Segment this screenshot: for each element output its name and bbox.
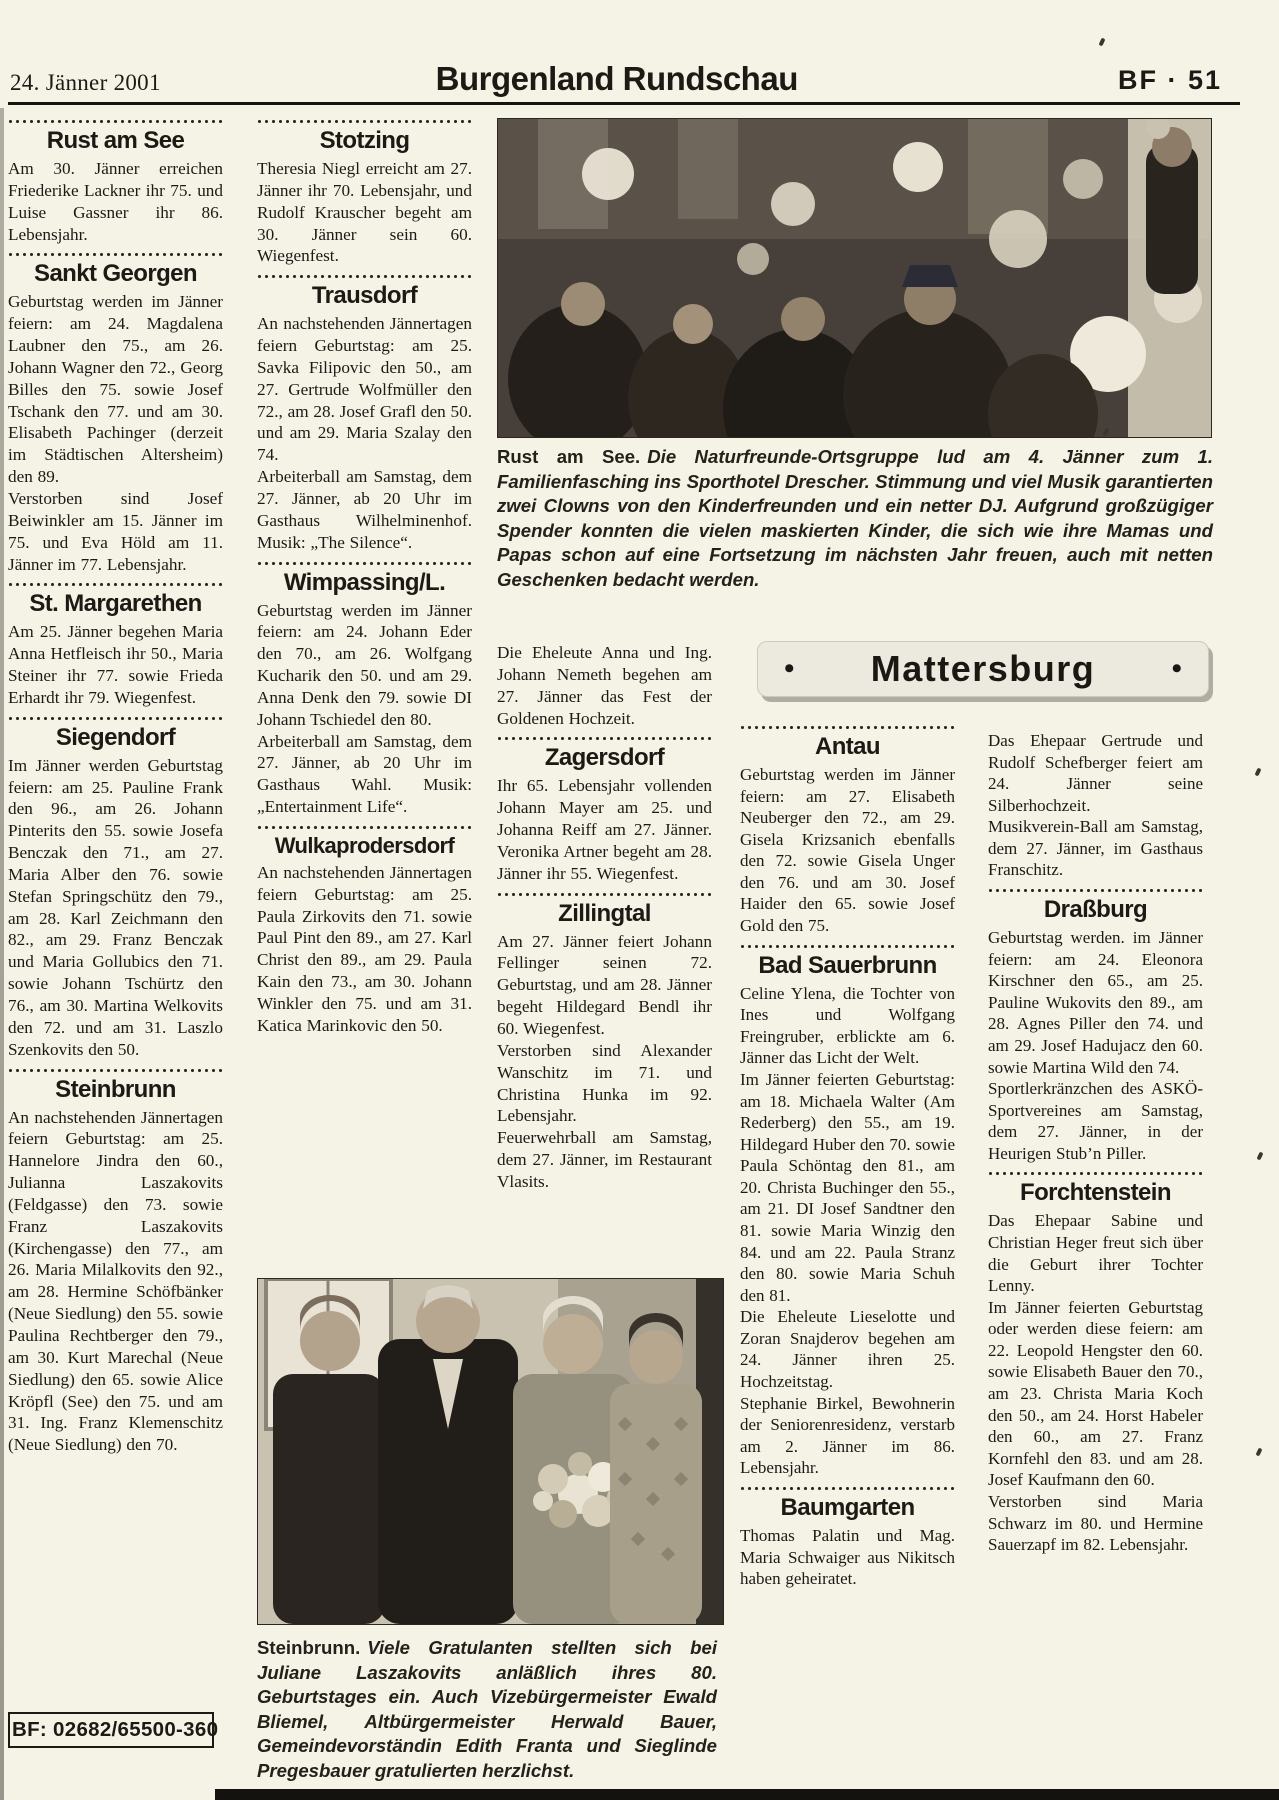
section-title: Sankt Georgen bbox=[34, 260, 197, 288]
section-body: Geburtstag werden. im Jänner feiern: am 24. Eleonora Kirschner den 65., am 25. Pauline Wukovits den 89., am 28. Agnes Piller den 74. und am 29. Josef Hadujacz den 60. sowie Martina Wild den 74. bbox=[988, 928, 1203, 1077]
column-5 bbox=[988, 730, 1203, 1556]
section-body: Musikverein-Ball am Samstag, dem 27. Jänner, im Gasthaus Franschitz. bbox=[988, 817, 1203, 880]
dotted-divider bbox=[740, 1486, 955, 1491]
section-title: Draßburg bbox=[1043, 896, 1148, 924]
section-title: Zagersdorf bbox=[544, 744, 665, 772]
section-body: Feuerwehrball am Samstag, dem 27. Jänner, im Restaurant Vlasits. bbox=[497, 1128, 712, 1191]
dotted-divider bbox=[8, 716, 223, 721]
section-body: Die Eheleute Lieselotte und Zoran Snajderov begehen am 24. Jänner ihren 25. Hochzeitstag. bbox=[740, 1307, 955, 1392]
page-number: BF · 51 bbox=[1117, 65, 1222, 95]
scan-speck bbox=[1254, 768, 1261, 777]
caption-text: Viele Gratulanten stellten sich bei Juliane Laszakovits anläßlich ihres 80. Geburtstages ein. Auch Vizebürgermeister Ewald Bliemel, Altbürgermeister Herwald Bauer, Gemeindevorständin Edith Franta und Sieglinde Pregesbauer gratulierten herzlichst. bbox=[257, 1637, 717, 1781]
section-body: Sportlerkränzchen des ASKÖ-Sportvereines am Samstag, dem 27. Jänner, in der Heurigen Stub’n Piller. bbox=[988, 1079, 1203, 1163]
section-body: Geburtstag werden im Jänner feiern: am 24. Johann Eder den 70., am 26. Wolfgang Kucharik den 50. und am 29. Anna Denk den 79. sowie DI Johann Tschiedel den 80. bbox=[257, 600, 472, 729]
section-body: Arbeiterball am Samstag, dem 27. Jänner, ab 20 Uhr im Gasthaus Wahl. Musik: „Entertainment Life“. bbox=[257, 731, 472, 817]
photo-group-image bbox=[258, 1279, 723, 1624]
section-body: Theresia Niegl erreicht am 27. Jänner ihr 70. Lebensjahr, und Rudolf Krauscher begeht am 30. Jänner sein 60. Wiegenfest. bbox=[257, 159, 472, 266]
section-baumgarten bbox=[740, 1486, 955, 1590]
section-antau bbox=[740, 725, 955, 937]
section-body: An nachstehenden Jännertagen feiern Geburtstag: am 25. Hannelore Jindra den 60., Julianna Laszakovits (Feldgasse) den 73. sowie Franz Laszakovits (Kirchengasse) den 77., am 26. Maria Milalkovits den 92., am 28. Hermine Schöfbänker (Neue Siedlung) den 55. sowie Paulina Rechtberger den 79., am 30. Kurt Marechal (Neue Siedlung) den 65. sowie Alice Kröpfl (See) den 75. und am 31. Ing. Franz Klemenschitz (Neue Siedlung) den 70. bbox=[8, 1107, 223, 1455]
section-body: Das Ehepaar Sabine und Christian Heger freut sich über die Geburt ihrer Tochter Lenny. bbox=[988, 1211, 1203, 1296]
section-zillingtal bbox=[497, 892, 712, 1193]
section-body: An nachstehenden Jännertagen feiern Geburtstag: am 25. Savka Filipovic den 50., am 27. Gertrude Wolfmüller den 72., am 28. Josef Grafl den 50. und am 29. Maria Szalay den 74. bbox=[257, 314, 472, 465]
section-body: Verstorben sind Josef Beiwinkler am 15. Jänner im 75. und Eva Höld am 11. Jänner im 77. Lebensjahr. bbox=[8, 488, 223, 574]
phone-box: BF: 02682/65500-360 bbox=[8, 1712, 214, 1748]
section-title: Steinbrunn bbox=[55, 1075, 176, 1103]
section-antau-continuation bbox=[988, 730, 1203, 881]
section-title: Wulkaprodersdorf bbox=[274, 832, 455, 858]
bottom-scan-bar bbox=[215, 1789, 1279, 1800]
banner-bullet-right: • bbox=[1171, 652, 1182, 685]
column-4 bbox=[740, 718, 955, 1590]
issue-date: 24. Jänner 2001 bbox=[10, 70, 161, 95]
section-body: Ihr 65. Lebensjahr vollenden Johann Mayer am 25. und Johanna Reiff am 27. Jänner. Veronika Artner begeht am 28. Jänner ihr 55. Wiegenfest. bbox=[497, 776, 712, 883]
photo-caption-rust bbox=[497, 445, 1213, 592]
banner-label: Mattersburg bbox=[870, 648, 1096, 689]
left-scan-edge bbox=[0, 108, 4, 1800]
section-wulkaprodersdorf bbox=[257, 825, 472, 1037]
photo-fasching bbox=[497, 118, 1212, 438]
caption-text: Die Naturfreunde-Ortsgruppe lud am 4. Jänner zum 1. Familienfasching ins Sporthotel Drescher. Stimmung und viel Musik garantierten zwei Clowns von den Kinderfreunden und ein netter DJ. Aufgrund großzügiger Spender konnten die vielen maskierten Kinder, die sich wie ihre Mamas und Papas schon auf eine Fortsetzung im nächsten Jahr freuen, auch mit netten Geschenken bedacht werden. bbox=[497, 446, 1213, 590]
dotted-divider bbox=[257, 274, 472, 279]
caption-lead: Rust am See. bbox=[497, 446, 641, 467]
dotted-divider bbox=[8, 252, 223, 257]
section-title: Forchtenstein bbox=[1020, 1179, 1171, 1207]
section-body: Das Ehepaar Gertrude und Rudolf Schefberger feiert am 24. Jänner seine Silberhochzeit. bbox=[988, 731, 1203, 815]
section-body: Arbeiterball am Samstag, dem 27. Jänner, ab 20 Uhr im Gasthaus Wilhelminenhof. Musik: „The Silence“. bbox=[257, 467, 472, 552]
section-body: Im Jänner feierten Geburtstag oder werden diese feiern: am 22. Leopold Hengster den 60. sowie Elisabeth Bauer den 70., am 23. Christa Maria Koch den 50., am 24. Horst Habeler den 60., am 27. Franz Kornfehl den 83. und am 28. Josef Kaufmann den 60. bbox=[988, 1297, 1203, 1490]
section-title: Wimpassing/L. bbox=[283, 568, 446, 596]
photo-fasching-image bbox=[498, 119, 1211, 437]
dotted-divider bbox=[257, 825, 472, 830]
section-body: Celine Ylena, die Tochter von Ines und Wolfgang Freingruber, erblickte am 6. Jänner das Licht der Welt. bbox=[740, 983, 955, 1068]
section-st-margarethen bbox=[8, 582, 223, 708]
section-title: Antau bbox=[815, 733, 880, 760]
caption-lead: Steinbrunn. bbox=[257, 1637, 361, 1658]
section-title: Siegendorf bbox=[55, 723, 176, 751]
section-body: Im Jänner werden Geburtstag feiern: am 25. Pauline Frank den 96., am 26. Johann Pinterits den 55. sowie Josefa Benczak den 71., am 27. Maria Alber den 76. sowie Stefan Springschütz den 79., am 28. Karl Zeichmann den 82., am 29. Franz Benczak und Maria Gollubics den 71. sowie Johann Tschürtz den 76., am 30. Martina Welkovits den 72. und am 31. Laszlo Szenkovits den 50. bbox=[8, 755, 223, 1059]
section-body: Verstorben sind Maria Schwarz im 80. und Hermine Sauerzapf im 82. Lebensjahr. bbox=[988, 1491, 1203, 1555]
section-body: Geburtstag werden im Jänner feiern: am 27. Elisabeth Neuberger den 72., am 29. Gisela Krizsanich ebenfalls den 72. sowie Gisela Unger den 76. und am 30. Josef Haider den 65. sowie Josef Gold den 75. bbox=[740, 765, 955, 936]
dotted-divider bbox=[988, 888, 1203, 893]
section-title: Rust am See bbox=[46, 127, 185, 154]
section-nemeth-continuation bbox=[497, 642, 712, 729]
section-title: St. Margarethen bbox=[29, 590, 202, 618]
section-body: An nachstehenden Jännertagen feiern Geburtstag: am 25. Paula Zirkovits den 71. sowie Paul Pint den 89., am 27. Karl Christ den 89., am 29. Paula Kain den 73., am 30. Johann Winkler den 75. und am 31. Katica Marinkovic den 50. bbox=[257, 862, 472, 1035]
dotted-divider bbox=[257, 561, 472, 566]
section-title: Baumgarten bbox=[780, 1493, 915, 1521]
dotted-divider bbox=[497, 892, 712, 897]
section-title: Bad Sauerbrunn bbox=[758, 951, 937, 979]
section-steinbrunn bbox=[8, 1068, 223, 1457]
section-stotzing bbox=[257, 119, 472, 267]
masthead-title: Burgenland Rundschau bbox=[435, 60, 798, 97]
section-siegendorf bbox=[8, 716, 223, 1061]
column-3 bbox=[497, 642, 712, 1193]
dotted-divider bbox=[257, 119, 472, 124]
section-body: Thomas Palatin und Mag. Maria Schwaiger aus Nikitsch haben geheiratet. bbox=[740, 1525, 955, 1589]
section-body: Am 25. Jänner begehen Maria Anna Hetfleisch ihr 50., Maria Steiner ihr 77. sowie Frieda Erhardt ihr 79. Wiegenfest. bbox=[8, 622, 223, 707]
column-1 bbox=[8, 112, 223, 1456]
section-bad-sauerbrunn bbox=[740, 944, 955, 1479]
section-title: Stotzing bbox=[319, 127, 410, 154]
dotted-divider bbox=[8, 582, 223, 587]
section-body: Am 30. Jänner erreichen Friederike Lackner ihr 75. und Luise Gassner ihr 86. Lebensjahr. bbox=[8, 159, 223, 244]
photo-caption-steinbrunn bbox=[257, 1636, 717, 1783]
section-title: Trausdorf bbox=[311, 282, 418, 310]
dotted-divider bbox=[8, 1068, 223, 1073]
section-forchtenstein bbox=[988, 1171, 1203, 1555]
scan-speck bbox=[1098, 38, 1105, 47]
section-body: Am 27. Jänner feiert Johann Fellinger seinen 72. Geburtstag, und am 28. Jänner begeht Hildegard Bendl ihr 60. Wiegenfest. bbox=[497, 931, 712, 1038]
column-2 bbox=[257, 112, 472, 1037]
section-zagersdorf bbox=[497, 736, 712, 884]
dotted-divider bbox=[988, 1171, 1203, 1176]
section-body: Im Jänner feierten Geburtstag: am 18. Michaela Walter (Am Rederberg) den 55., am 19. Hildegard Huber den 70. sowie Paula Schöntag den 81., am 20. Christa Buchinger den 55., am 21. DI Josef Sandtner den 81. sowie Maria Winzig den 84. und am 22. Paula Stranz den 80. sowie Maria Schuh den 81. bbox=[740, 1069, 955, 1305]
scan-speck bbox=[1256, 1152, 1263, 1161]
mattersburg-banner bbox=[757, 641, 1209, 697]
section-body: Verstorben sind Alexander Wanschitz im 71. und Christina Hunka im 92. Lebensjahr. bbox=[497, 1040, 712, 1126]
section-wimpassing bbox=[257, 561, 472, 818]
section-title: Zillingtal bbox=[558, 899, 651, 927]
dotted-divider bbox=[740, 944, 955, 949]
banner-bullet-left: • bbox=[784, 652, 795, 685]
dotted-divider bbox=[740, 725, 955, 730]
section-sankt-georgen bbox=[8, 252, 223, 575]
scan-speck bbox=[1255, 1448, 1262, 1457]
dotted-divider bbox=[497, 736, 712, 741]
section-body: Geburtstag werden im Jänner feiern: am 24. Magdalena Laubner den 75., am 26. Johann Wagner den 72., Georg Billes den 75. sowie Josef Tschank den 77. und am 30. Elisabeth Pachinger (derzeit im Städtischen Altersheim) den 89. bbox=[8, 292, 223, 487]
photo-group bbox=[257, 1278, 724, 1625]
section-rust-am-see bbox=[8, 119, 223, 245]
section-trausdorf bbox=[257, 274, 472, 553]
section-body: Stephanie Birkel, Bewohnerin der Seniorenresidenz, verstarb am 2. Jänner im 86. Lebensjahr. bbox=[740, 1393, 955, 1478]
section-drassburg bbox=[988, 888, 1203, 1164]
page-header bbox=[8, 56, 1240, 105]
section-body: Die Eheleute Anna und Ing. Johann Nemeth begehen am 27. Jänner das Fest der Goldenen Hochzeit. bbox=[497, 643, 712, 728]
dotted-divider bbox=[8, 119, 223, 124]
